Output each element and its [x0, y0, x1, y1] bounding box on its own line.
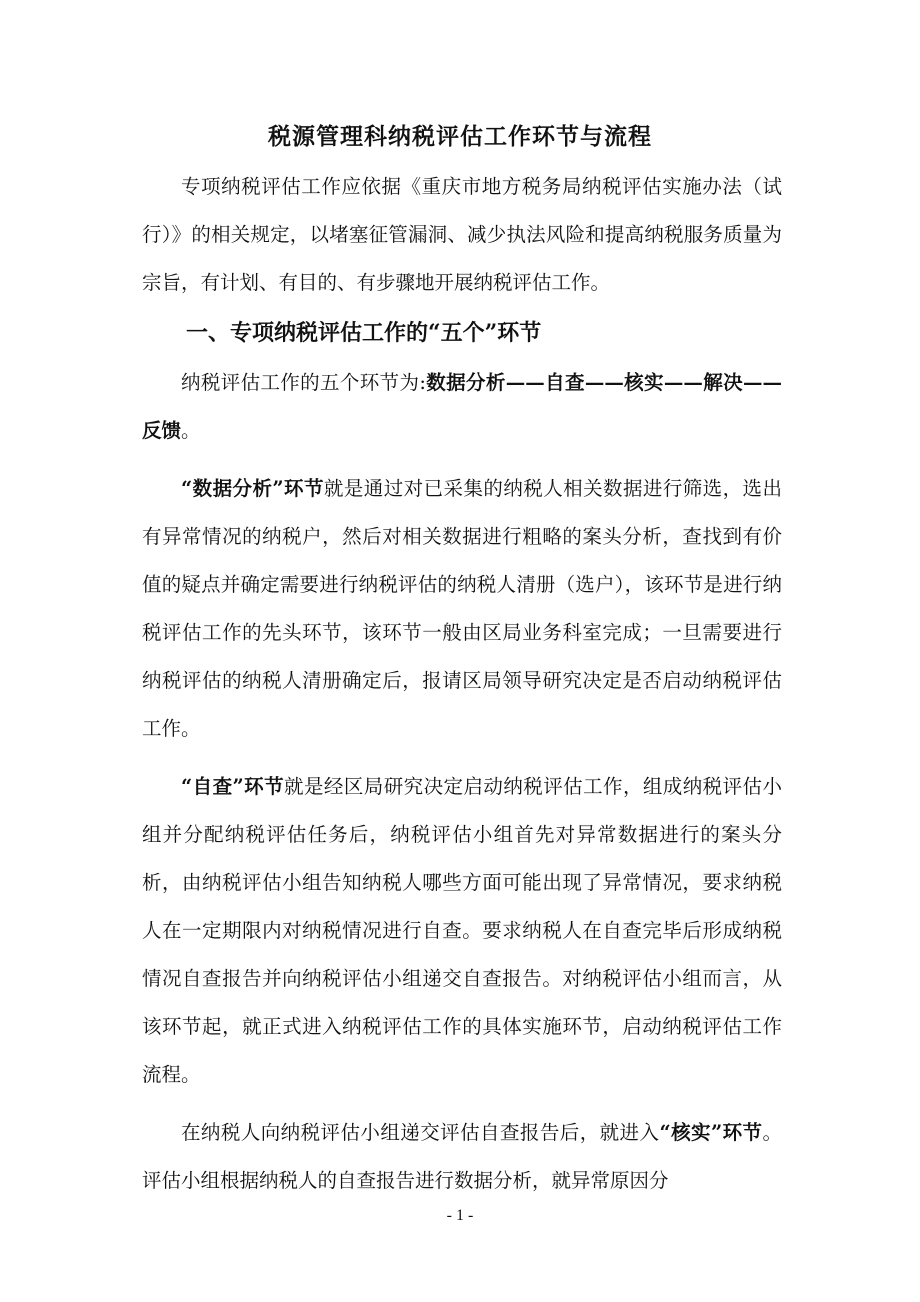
- verify-paragraph: [142, 1109, 782, 1205]
- document-title: 税源管理科纳税评估工作环节与流程: [268, 123, 652, 150]
- page-number: - 1 -: [446, 1207, 474, 1224]
- self-check-text: 就是经区局研究决定启动纳税评估工作，组成纳税评估小组并分配纳税评估任务后，纳税评估小组首先对异常数据进行的案头分析，由纳税评估小组告知纳税人哪些方面可能出现了异常情况，要求纳税人在一定期限内对纳税情况进行自查。要求纳税人在自查完毕后形成纳税情况自查报告并向纳税评估小组递交自查报告。对纳税评估小组而言，从该环节起，就正式进入纳税评估工作的具体实施环节，启动纳税评估工作流程。: [142, 775, 782, 1086]
- verify-text: 。评估小组根据纳税人的自查报告进行数据分析，就异常原因分: [142, 1121, 782, 1192]
- analysis-paragraph: [142, 465, 782, 753]
- analysis-term: “数据分析”环节: [181, 477, 324, 500]
- overview-paragraph: [142, 359, 782, 455]
- section-heading: 一、专项纳税评估工作的“五个”环节: [186, 320, 542, 346]
- analysis-text: 就是通过对已采集的纳税人相关数据进行筛选，选出有异常情况的纳税户，然后对相关数据进行粗略的案头分析，查找到有价值的疑点并确定需要进行纳税评估的纳税人清册（选户），该环节是进行纳税评估工作的先头环节，该环节一般由区局业务科室完成；一旦需要进行纳税评估的纳税人清册确定后，报请区局领导研究决定是否启动纳税评估工作。: [142, 477, 782, 740]
- document-body: [142, 163, 782, 1205]
- overview-steps: 数据分析——自查——核实——解决——反馈: [142, 371, 782, 442]
- verify-term: “核实”环节: [659, 1121, 763, 1144]
- overview-text: 纳税评估工作的五个环节为:: [181, 371, 426, 394]
- intro-paragraph: 专项纳税评估工作应依据《重庆市地方税务局纳税评估实施办法（试行）》的相关规定，以堵塞征管漏洞、减少执法风险和提高纳税服务质量为宗旨，有计划、有目的、有步骤地开展纳税评估工作。: [142, 175, 782, 294]
- self-check-paragraph: [142, 763, 782, 1099]
- verify-pre: 在纳税人向纳税评估小组递交评估自查报告后，就进入: [181, 1121, 660, 1144]
- overview-end: 。: [181, 419, 201, 442]
- self-check-term: “自查”环节: [181, 775, 285, 798]
